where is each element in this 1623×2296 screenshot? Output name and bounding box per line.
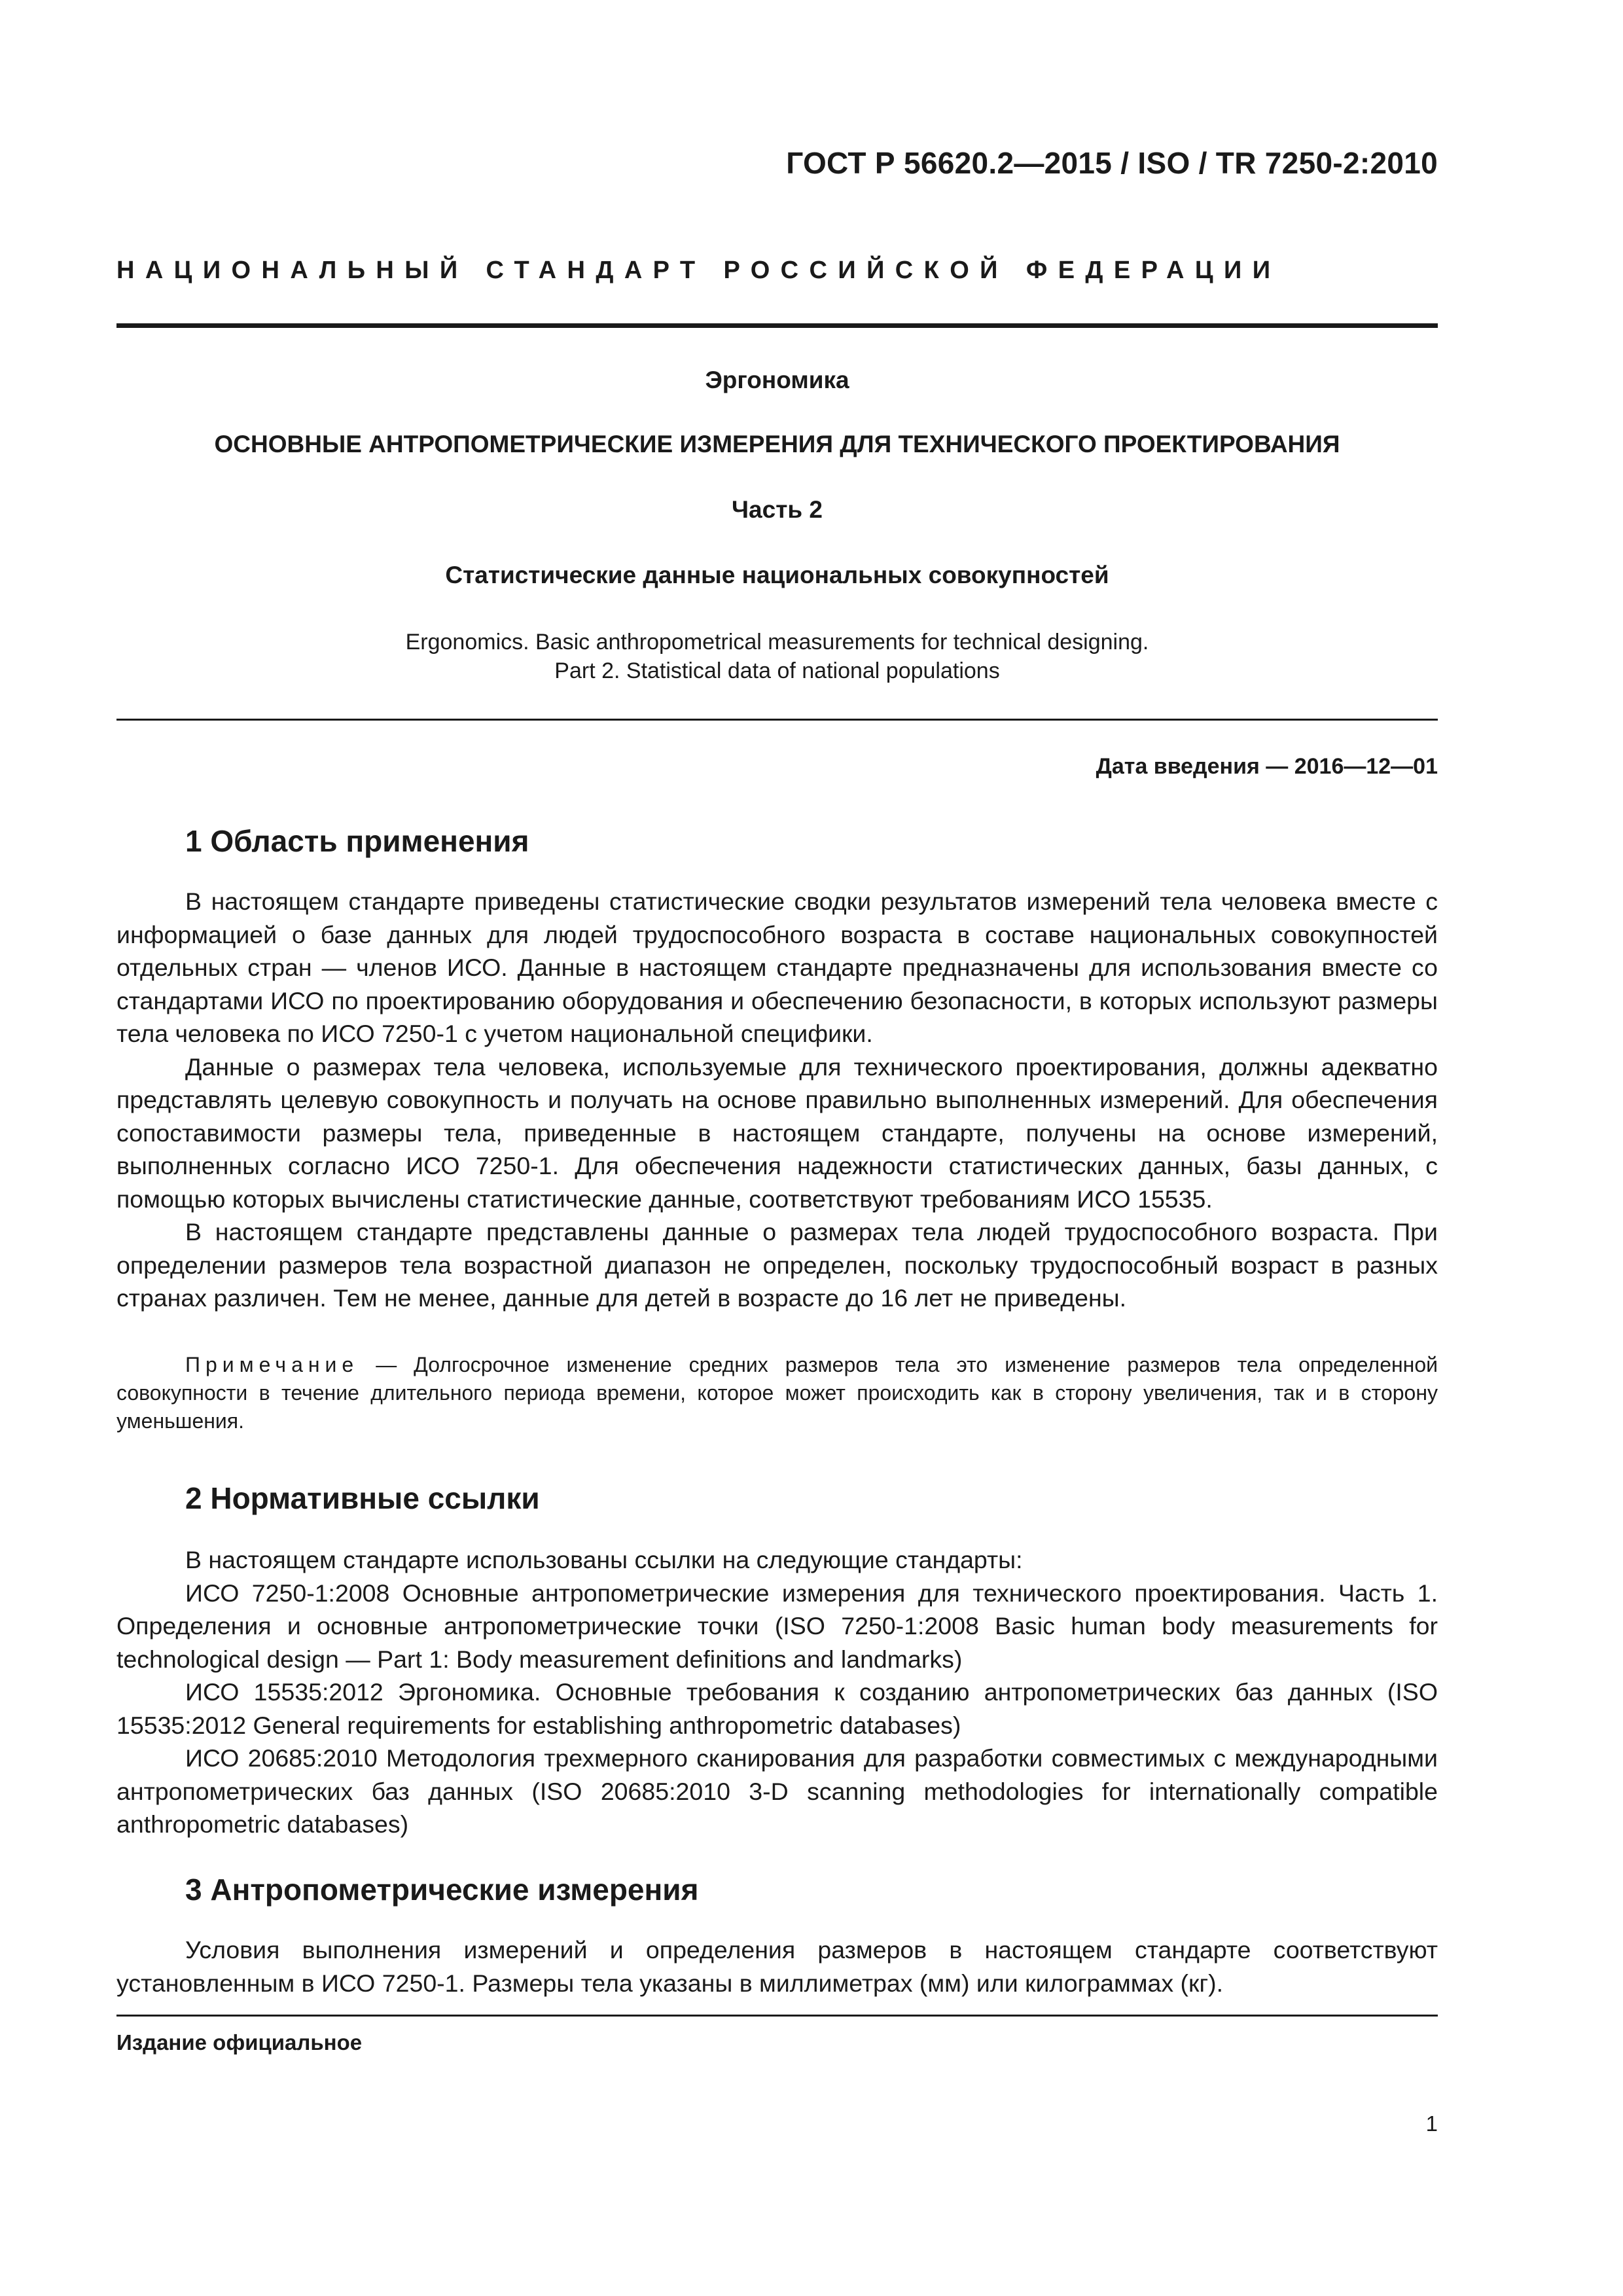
reference-item: ИСО 15535:2012 Эргономика. Основные требования к созданию антропометрических баз данных (ISO 15535:2012 General requirements for establishing anthropometric databases) <box>116 1678 1438 1739</box>
section-scope-body <box>116 885 1438 1315</box>
paragraph: В настоящем стандарте представлены данные о размерах тела людей трудоспособного возраста. При определении размеров тела возрастной диапазон не определен, поскольку трудоспособный возраст в разных странах различен. Тем не менее, данные для детей в возрасте до 16 лет не приведены. <box>116 1218 1438 1312</box>
paragraph: Данные о размерах тела человека, используемые для технического проектирования, должны адекватно представлять целевую совокупность и получать на основе правильно выполненных измерений. Для обеспечения сопоставимости размеры тела, приведенные в настоящем стандарте, получены на основе измерений, выполненных согласно ИСО 7250-1. Для обеспечения надежности статистических данных, базы данных, с помощью которых вычислены статистические данные, соответствуют требованиям ИСО 15535. <box>116 1052 1438 1213</box>
standard-designation: ГОСТ Р 56620.2—2015 / ISO / TR 7250-2:2010 <box>786 146 1438 180</box>
section-references-body <box>116 1543 1438 1841</box>
footer-rule <box>116 2015 1438 2017</box>
reference-item: ИСО 7250-1:2008 Основные антропометрические измерения для технического проектирования. Часть 1. Определения и основные антропометрические точки (ISO 7250-1:2008 Basic human body measurements for technological design — Part 1: Body measurement definitions and landmarks) <box>116 1579 1438 1673</box>
section-heading-normative-references: 2 Нормативные ссылки <box>185 1481 540 1515</box>
note-text: — Долгосрочное изменение средних размеров тела это изменение размеров тела определенной совокупности в течение длительного периода времени, которое может происходить как в сторону увеличения, так и в сторону уменьшения. <box>116 1353 1438 1433</box>
english-title-line-2: Part 2. Statistical data of national populations <box>554 658 1000 683</box>
national-standard-banner: НАЦИОНАЛЬНЫЙ СТАНДАРТ РОССИЙСКОЙ ФЕДЕРАЦИИ <box>116 257 1281 284</box>
paragraph: Условия выполнения измерений и определения размеров в настоящем стандарте соответствуют установленным в ИСО 7250-1. Размеры тела указаны в миллиметрах (мм) или килограммах (кг). <box>116 1936 1438 1997</box>
title-category: Эргономика <box>705 367 849 393</box>
section-measurements-body <box>116 1933 1438 2000</box>
official-edition-label: Издание официальное <box>116 2030 363 2054</box>
introduction-date: Дата введения — 2016—12—01 <box>1096 754 1438 779</box>
paragraph: В настоящем стандарте приведены статистические сводки результатов измерений тела человека вместе с информацией о базе данных для людей трудоспособного возраста в составе национальных совокупностей отдельных стран — членов ИСО. Данные в настоящем стандарте предназначены для использования вместе со стандартами ИСО по проектированию оборудования и обеспечению безопасности, в которых используют размеры тела человека по ИСО 7250-1 с учетом национальной специфики. <box>116 888 1438 1047</box>
section-heading-measurements: 3 Антропометрические измерения <box>185 1873 699 1907</box>
section-heading-scope: 1 Область применения <box>185 824 529 858</box>
note <box>116 1351 1438 1435</box>
note-label: Примечание <box>185 1353 359 1376</box>
header-rule <box>116 323 1438 328</box>
english-title-line-1: Ergonomics. Basic anthropometrical measurements for technical designing. <box>405 630 1149 655</box>
title-part: Часть 2 <box>732 496 823 523</box>
title-subtitle: Статистические данные национальных совокупностей <box>445 562 1109 588</box>
page-number: 1 <box>1425 2111 1438 2136</box>
reference-item: ИСО 20685:2010 Методология трехмерного сканирования для разработки совместимых с международными антропометрических баз данных (ISO 20685:2010 3-D scanning methodologies for internationally compatible anthropometric databases) <box>116 1744 1438 1838</box>
title-rule <box>116 719 1438 721</box>
title-main: ОСНОВНЫЕ АНТРОПОМЕТРИЧЕСКИЕ ИЗМЕРЕНИЯ ДЛЯ ТЕХНИЧЕСКОГО ПРОЕКТИРОВАНИЯ <box>214 431 1340 457</box>
paragraph: В настоящем стандарте использованы ссылки на следующие стандарты: <box>185 1546 1023 1573</box>
